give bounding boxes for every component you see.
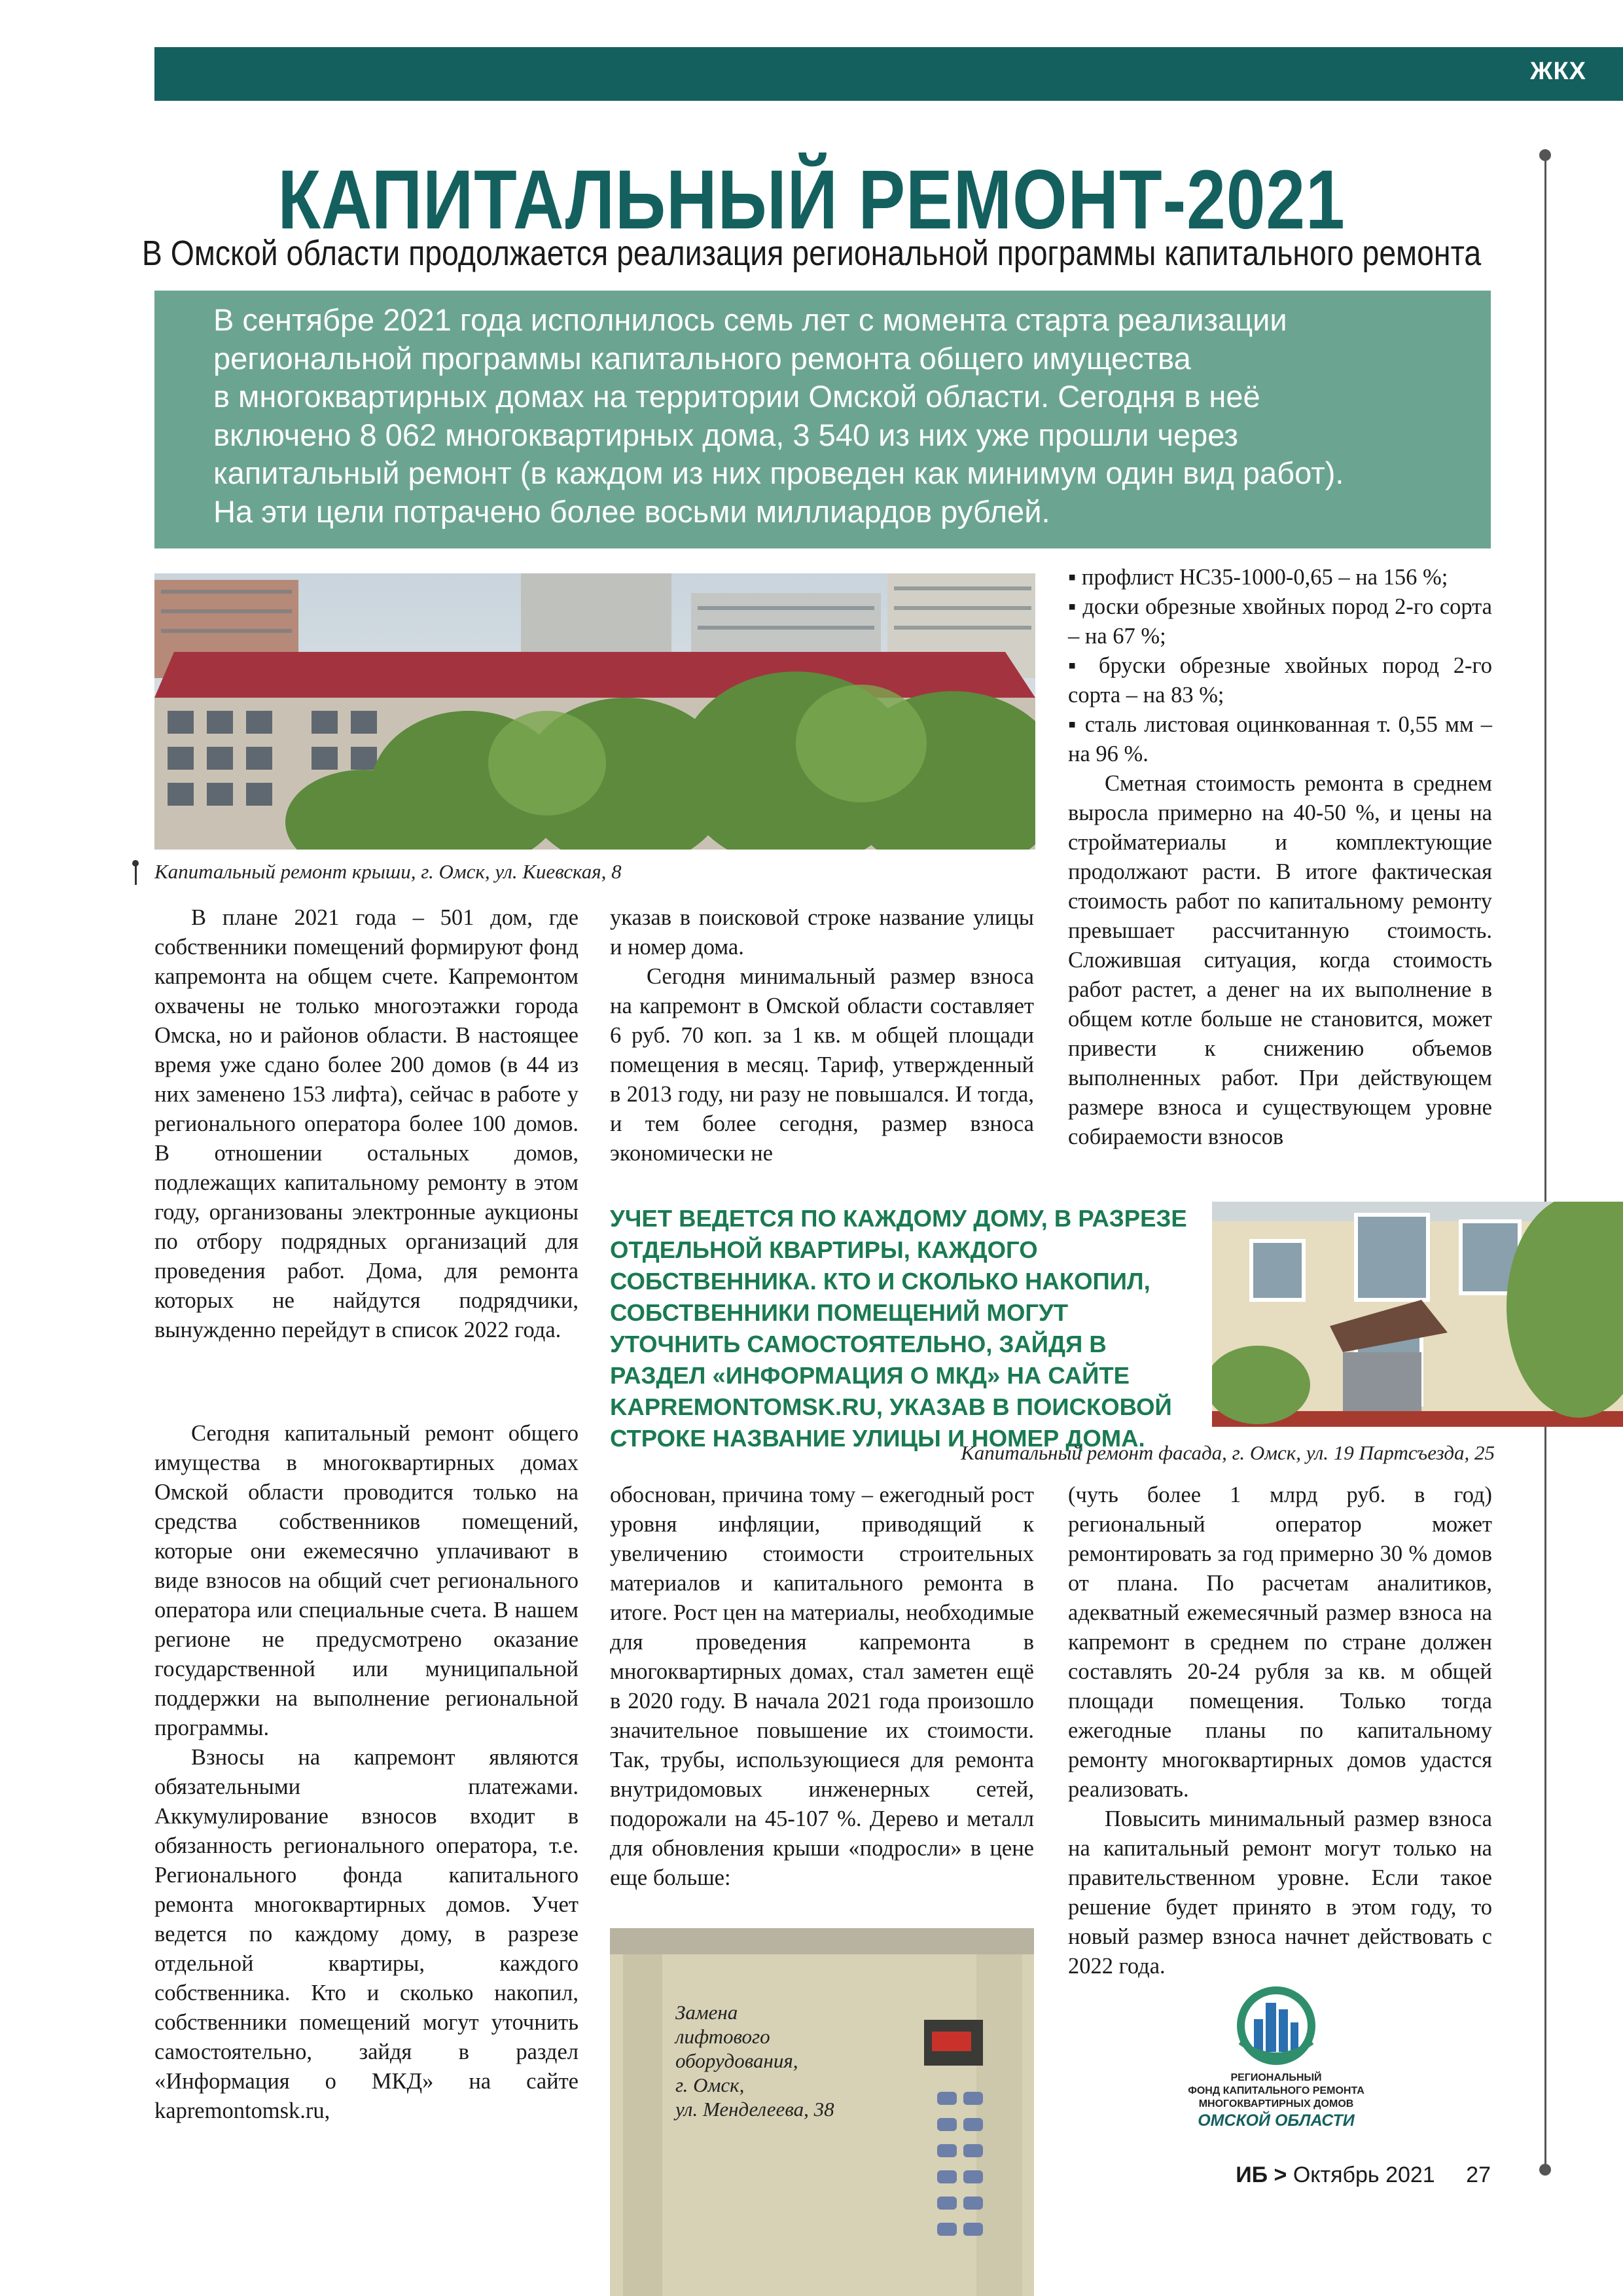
caption-line: оборудования, <box>675 2049 798 2072</box>
lead-line: региональной программы капитального ремонта общего имущества <box>213 340 1191 376</box>
logo-text: РЕГИОНАЛЬНЫЙ <box>1230 2072 1322 2083</box>
list-item: ▪ профлист НС35-1000-0,65 – на 156 %; <box>1068 565 1448 590</box>
fund-logo <box>1178 1983 1374 2130</box>
lead-text <box>213 301 1470 531</box>
paragraph: Повысить минимальный размер взноса на капитальный ремонт могут только на правительственном уровне. Если такое решение будет принято в этом году, то новый размер взноса начнет действовать с 2022 года. <box>1068 1806 1492 1979</box>
page-footer <box>1236 2162 1491 2188</box>
caption-line: ул. Менделеева, 38 <box>675 2098 834 2121</box>
paragraph: (чуть более 1 млрд руб. в год) региональный оператор может ремонтировать за год примерно 30 % домов от плана. По расчетам аналитиков, адекватный ежемесячный размер взноса на капремонт в среднем по стране должен составлять 20-24 рубля за кв. м общей площади помещения. Только тогда ежегодные планы по капитальному ремонту многоквартирных домов удастся реализовать. <box>1068 1482 1492 1802</box>
list-item: ▪ сталь листовая оцинкованная т. 0,55 мм – на 96 %. <box>1068 712 1492 766</box>
magazine-name: ИБ <box>1236 2162 1268 2187</box>
header-bar <box>154 47 1623 101</box>
column-3-top <box>1068 563 1492 1152</box>
lead-line: В сентябре 2021 года исполнилось семь лет с момента старта реализации <box>213 302 1287 337</box>
roof-caption: Капитальный ремонт крыши, г. Омск, ул. Киевская, 8 <box>154 860 622 883</box>
lead-line: включено 8 062 многоквартирных дома, 3 540 из них уже прошли через <box>213 417 1238 452</box>
paragraph: указав в поисковой строке название улицы и номер дома. <box>610 905 1034 960</box>
article-title: КАПИТАЛЬНЫЙ РЕМОНТ-2021 <box>277 153 1346 247</box>
caption-line: Замена <box>675 2001 738 2024</box>
section-label: ЖКХ <box>1530 58 1586 85</box>
paragraph: обоснован, причина тому – ежегодный рост уровня инфляции, приводящий к увеличению стоимости строительных материалов и капитального ремонта в итоге. Рост цен на материалы, необходимые для проведения капремонта в многоквартирных домах, стал заметен ещё в 2020 году. В начала 2021 года произошло значительное повышение их стоимости. Так, трубы, использующиеся для ремонта внутридомовых инженерных сетей, подорожали на 45-107 %. Дерево и металл для обновления крыши «подросли» в цене еще больше: <box>610 1482 1034 1890</box>
facade-caption: Капитальный ремонт фасада, г. Омск, ул. 19 Партсъезда, 25 <box>961 1441 1495 1464</box>
lead-line: На эти цели потрачено более восьми миллиардов рублей. <box>213 493 1050 529</box>
logo-emblem-icon <box>1178 1983 1374 2068</box>
paragraph: Сметная стоимость ремонта в среднем выросла примерно на 40-50 %, и цены на стройматериалы и комплектующие продолжают расти. В итоге фактическая стоимость работ по капитальному ремонту превышает рассчитанную стоимость. Сложившая ситуация, когда стоимость работ растет, а денег на их выполнение в общем котле больше не становится, может привести к снижению объемов выполненных работ. При действующем размере взноса и существующем уровне собираемости взносов <box>1068 771 1492 1149</box>
list-item: ▪ бруски обрезные хвойных пород 2-го сорта – на 83 %; <box>1068 653 1492 708</box>
logo-text: ФОНД КАПИТАЛЬНОГО РЕМОНТА <box>1188 2085 1364 2096</box>
logo-text-region: ОМСКОЙ ОБЛАСТИ <box>1198 2111 1355 2130</box>
facade-photo <box>1212 1202 1623 1427</box>
roof-photo <box>154 573 1035 850</box>
paragraph: В плане 2021 года – 501 дом, где собственники помещений формируют фонд капремонта на общем счете. Капремонтом охвачены не только многоэтажки города Омска, но и районов области. В настоящее время уже сдано более 200 домов (в 44 из них заменено 153 лифта), сейчас в работе у регионального оператора более 100 домов. В отношении остальных домов, подлежащих капитальному ремонту в этом году, организованы электронные аукционы по отбору подрядных организаций для проведения работ. Дома, для ремонта которых не найдутся подрядчики, вынужденно перейдут в список 2022 года. <box>154 905 579 1342</box>
logo-text: МНОГОКВАРТИРНЫХ ДОМОВ <box>1198 2098 1354 2109</box>
article-subtitle: В Омской области продолжается реализация региональной программы капитального ремонта <box>141 234 1482 273</box>
paragraph: Взносы на капремонт являются обязательными платежами. Аккумулирование взносов входит в обязанность регионального оператора, т.е. Регионального фонда капитального ремонта многоквартирных домов. Учет ведется по каждому дому, в разрезе отдельной квартиры, каждого собственника. Кто и сколько накопил, собственники помещений могут уточнить самостоятельно, зайдя в раздел «Информация о МКД» на сайте kapremontomsk.ru, <box>154 1745 579 2123</box>
issue-date: Октябрь 2021 <box>1293 2162 1435 2187</box>
decorative-line <box>1544 156 1546 2172</box>
column-2-bottom <box>610 1480 1034 1893</box>
column-1-top <box>154 903 579 1345</box>
decorative-dot-bottom <box>1539 2164 1551 2176</box>
caption-line: г. Омск, <box>675 2073 745 2096</box>
pull-quote: УЧЕТ ВЕДЕТСЯ ПО КАЖДОМУ ДОМУ, В РАЗРЕЗЕ ОТДЕЛЬНОЙ КВАРТИРЫ, КАЖДОГО СОБСТВЕННИКА. КТО И СКОЛЬКО НАКОПИЛ, СОБСТВЕННИКИ ПОМЕЩЕНИЙ МОГУТ УТОЧНИТЬ САМОСТОЯТЕЛЬНО, ЗАЙДЯ В РАЗДЕЛ «ИНФОРМАЦИЯ О МКД» НА САЙТЕ KAPREMONTOMSK.RU, УКАЗАВ В ПОИСКОВОЙ СТРОКЕ НАЗВАНИЕ УЛИЦЫ И НОМЕР ДОМА. <box>610 1205 1187 1452</box>
paragraph: Сегодня минимальный размер взноса на капремонт в Омской области составляет 6 руб. 70 коп. за 1 кв. м общей площади помещения в месяц. Тариф, утвержденный в 2013 году, ни разу не повышался. И тогда, и тем более сегодня, размер взноса экономически не <box>610 964 1034 1166</box>
column-1-bottom <box>154 1419 579 2126</box>
elevator-caption <box>675 2000 834 2121</box>
page-number: 27 <box>1466 2162 1491 2187</box>
caption-mark <box>135 863 137 885</box>
decorative-dot-top <box>1539 149 1551 161</box>
paragraph: Сегодня капитальный ремонт общего имущества в многоквартирных домах Омской области проводится только на средства собственников помещений, которые они ежемесячно уплачивают в виде взносов на общий счет регионального оператора или специальные счета. В нашем регионе не предусмотрено оказание государственной или муниципальной поддержки на выполнение региональной программы. <box>154 1421 579 1740</box>
lead-line: в многоквартирных домах на территории Омской области. Сегодня в неё <box>213 379 1260 414</box>
footer-separator: > <box>1274 2162 1287 2187</box>
column-3-bottom <box>1068 1480 1492 1981</box>
column-2-top <box>610 903 1034 1168</box>
list-item: ▪ доски обрезные хвойных пород 2-го сорта – на 67 %; <box>1068 594 1492 649</box>
caption-line: лифтового <box>675 2025 770 2048</box>
lead-line: капитальный ремонт (в каждом из них проведен как минимум один вид работ). <box>213 456 1344 490</box>
